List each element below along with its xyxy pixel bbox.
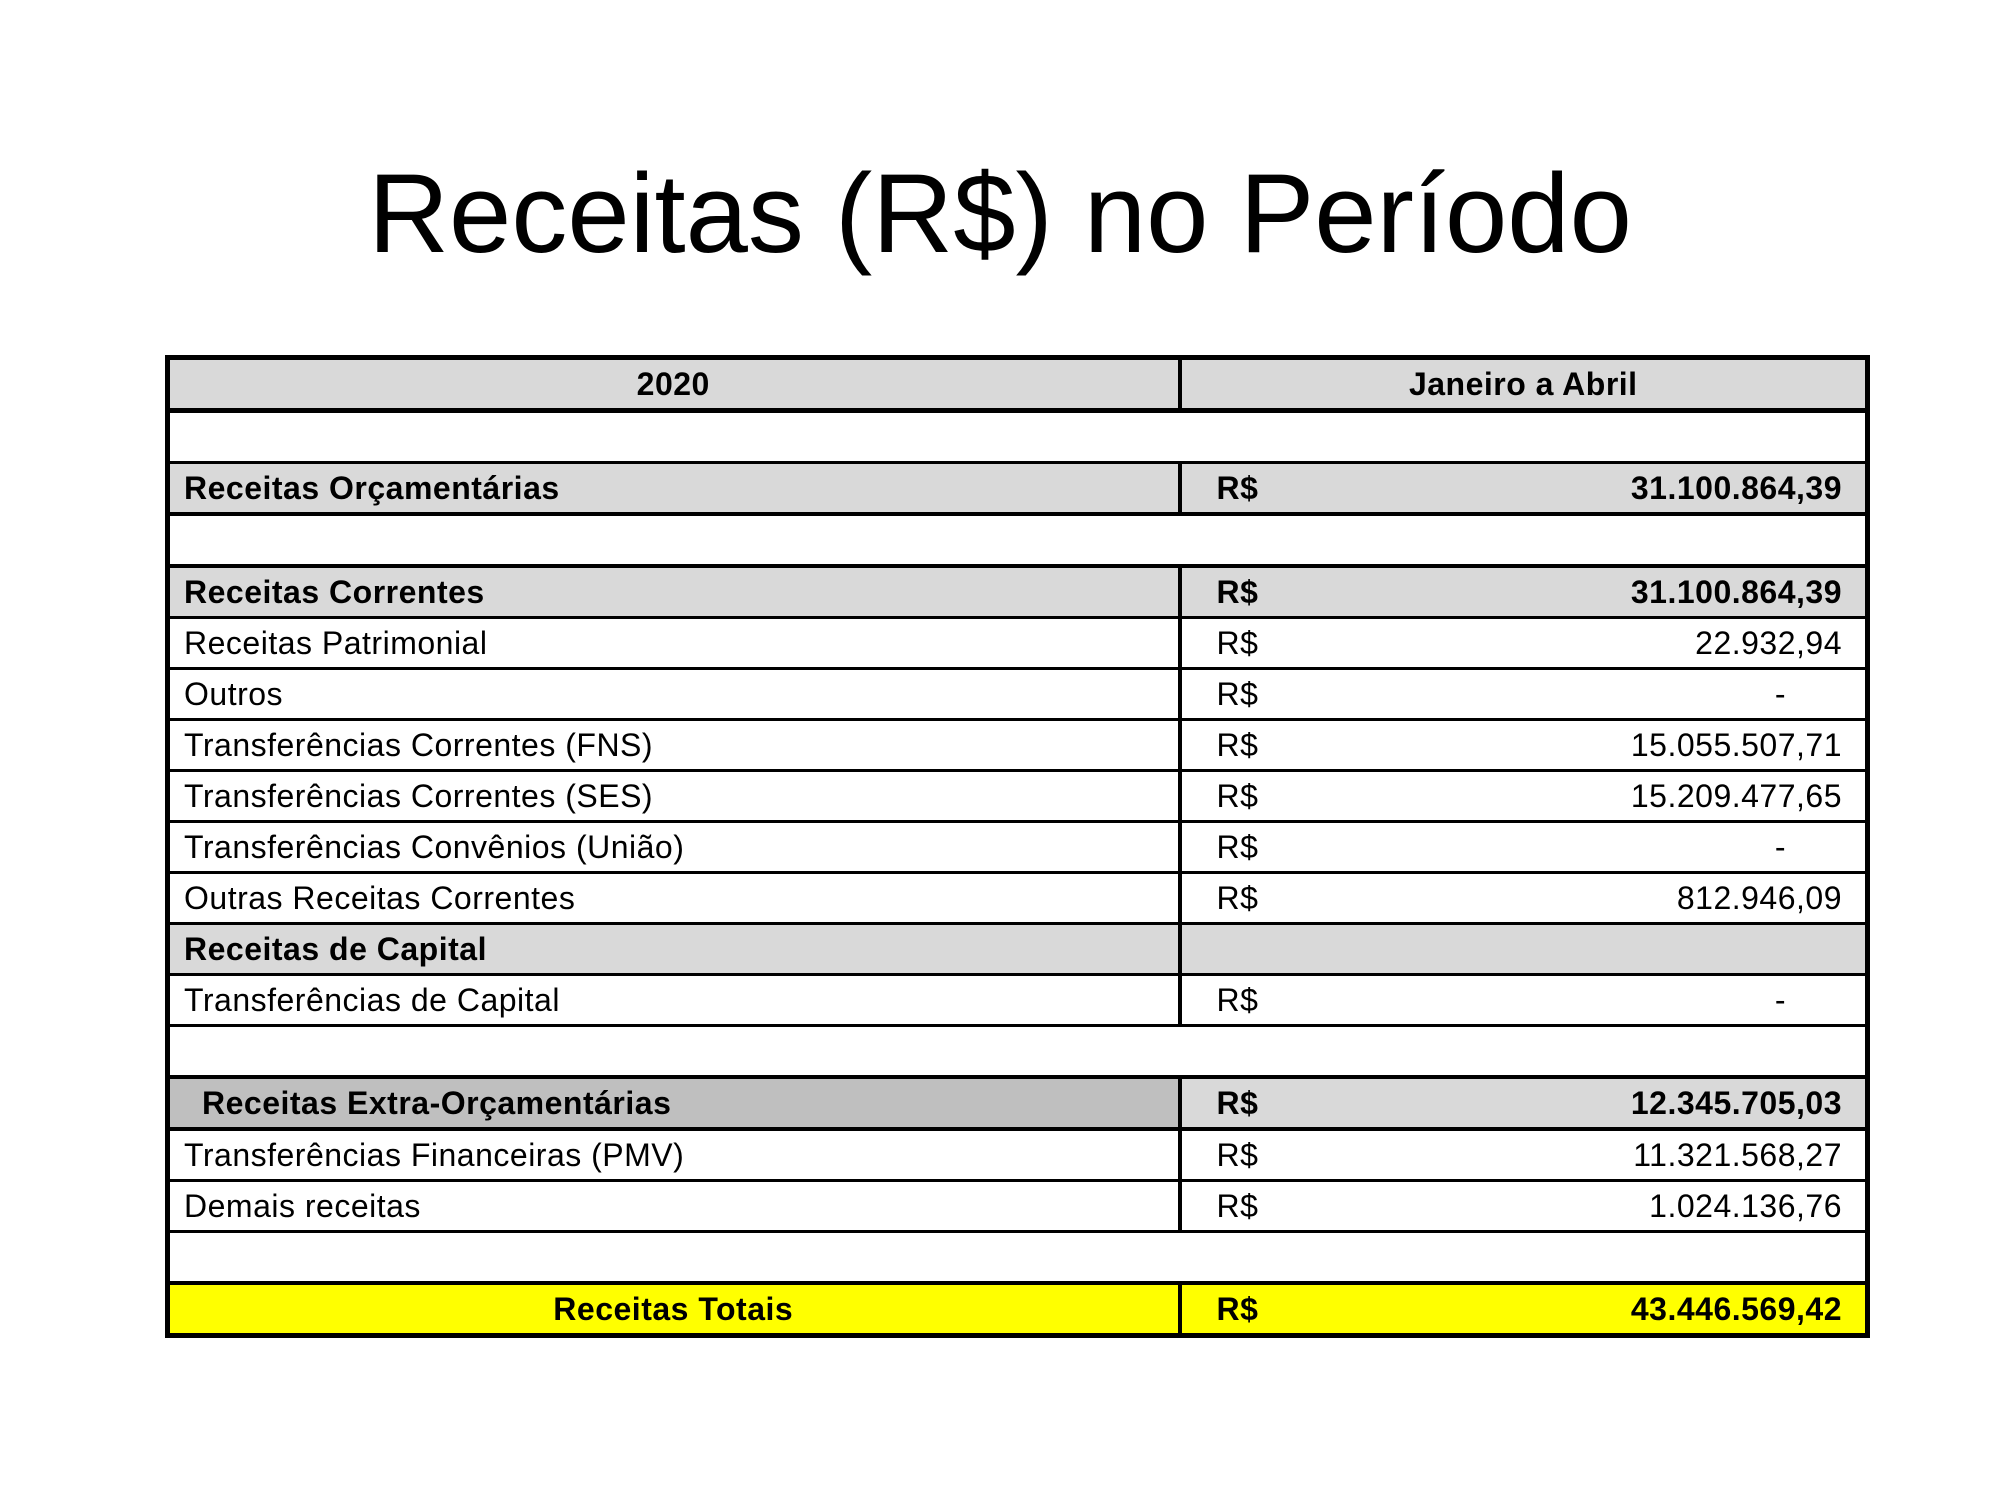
value-cell — [1180, 1181, 1868, 1232]
row-receitas-orcamentarias — [168, 463, 1868, 515]
amount-value: 22.932,94 — [1695, 624, 1842, 661]
spacer-cell — [168, 1026, 1868, 1078]
currency-symbol: R$ — [1216, 879, 1259, 916]
currency-symbol: R$ — [1216, 981, 1259, 1018]
currency-symbol: R$ — [1216, 828, 1259, 865]
label-cell: Transferências Correntes (SES) — [168, 771, 1180, 822]
row-transferencias-correntes-ses — [168, 771, 1868, 822]
value-cell — [1180, 822, 1868, 873]
label-cell: Transferências Correntes (FNS) — [168, 720, 1180, 771]
currency-symbol: R$ — [1216, 777, 1259, 814]
row-receitas-correntes — [168, 566, 1868, 618]
row-transferencias-convenios-uniao — [168, 822, 1868, 873]
spacer-row — [168, 1232, 1868, 1284]
amount-value: 43.446.569,42 — [1630, 1290, 1842, 1327]
label-cell: Receitas Patrimonial — [168, 618, 1180, 669]
revenue-table — [165, 355, 1870, 1338]
label-cell: Outras Receitas Correntes — [168, 873, 1180, 924]
row-transferencias-financeiras-pmv — [168, 1129, 1868, 1181]
value-cell — [1180, 1283, 1868, 1336]
spacer-row — [168, 514, 1868, 566]
value-cell — [1180, 924, 1868, 975]
currency-symbol: R$ — [1216, 675, 1259, 712]
label-cell: Outros — [168, 669, 1180, 720]
value-cell — [1180, 975, 1868, 1026]
value-cell — [1180, 463, 1868, 515]
amount-value: - — [1774, 828, 1786, 865]
header-year-cell: 2020 — [168, 358, 1180, 411]
spacer-cell — [168, 514, 1868, 566]
row-receitas-extra-orcamentarias — [168, 1077, 1868, 1129]
currency-symbol: R$ — [1216, 1084, 1259, 1121]
label-cell: Transferências Financeiras (PMV) — [168, 1129, 1180, 1181]
amount-value: 15.209.477,65 — [1630, 777, 1842, 814]
row-receitas-totais — [168, 1283, 1868, 1336]
label-cell: Transferências Convênios (União) — [168, 822, 1180, 873]
label-cell: Receitas Extra-Orçamentárias — [168, 1077, 1180, 1129]
amount-value: 1.024.136,76 — [1649, 1187, 1842, 1224]
amount-value: 15.055.507,71 — [1630, 726, 1842, 763]
row-transferencias-de-capital — [168, 975, 1868, 1026]
currency-symbol: R$ — [1216, 1290, 1259, 1327]
value-cell — [1180, 1077, 1868, 1129]
value-cell — [1180, 669, 1868, 720]
page-title: Receitas (R$) no Período — [368, 151, 1632, 277]
value-cell — [1180, 1129, 1868, 1181]
amount-value: 31.100.864,39 — [1630, 469, 1842, 506]
currency-symbol: R$ — [1216, 469, 1259, 506]
amount-value: - — [1774, 981, 1786, 1018]
label-cell: Receitas Orçamentárias — [168, 463, 1180, 515]
header-period-cell: Janeiro a Abril — [1180, 358, 1868, 411]
amount-value: 812.946,09 — [1676, 879, 1842, 916]
currency-symbol: R$ — [1216, 573, 1259, 610]
row-demais-receitas — [168, 1181, 1868, 1232]
row-receitas-patrimonial — [168, 618, 1868, 669]
spacer-row — [168, 411, 1868, 463]
value-cell — [1180, 566, 1868, 618]
value-cell — [1180, 771, 1868, 822]
label-cell: Receitas de Capital — [168, 924, 1180, 975]
currency-symbol: R$ — [1216, 1136, 1259, 1173]
amount-value: 31.100.864,39 — [1630, 573, 1842, 610]
row-transferencias-correntes-fns — [168, 720, 1868, 771]
revenue-table-container — [165, 355, 1870, 1338]
label-cell: Receitas Correntes — [168, 566, 1180, 618]
label-cell: Transferências de Capital — [168, 975, 1180, 1026]
value-cell — [1180, 720, 1868, 771]
label-cell: Receitas Totais — [168, 1283, 1180, 1336]
amount-value: 12.345.705,03 — [1630, 1084, 1842, 1121]
value-cell — [1180, 873, 1868, 924]
value-cell — [1180, 618, 1868, 669]
currency-symbol: R$ — [1216, 1187, 1259, 1224]
row-outros — [168, 669, 1868, 720]
spacer-cell — [168, 1232, 1868, 1284]
amount-value: - — [1774, 675, 1786, 712]
header-row — [168, 358, 1868, 411]
spacer-row — [168, 1026, 1868, 1078]
amount-value: 11.321.568,27 — [1633, 1136, 1842, 1173]
currency-symbol: R$ — [1216, 726, 1259, 763]
currency-symbol: R$ — [1216, 624, 1259, 661]
spacer-cell — [168, 411, 1868, 463]
row-outras-receitas-correntes — [168, 873, 1868, 924]
row-receitas-de-capital — [168, 924, 1868, 975]
label-cell: Demais receitas — [168, 1181, 1180, 1232]
